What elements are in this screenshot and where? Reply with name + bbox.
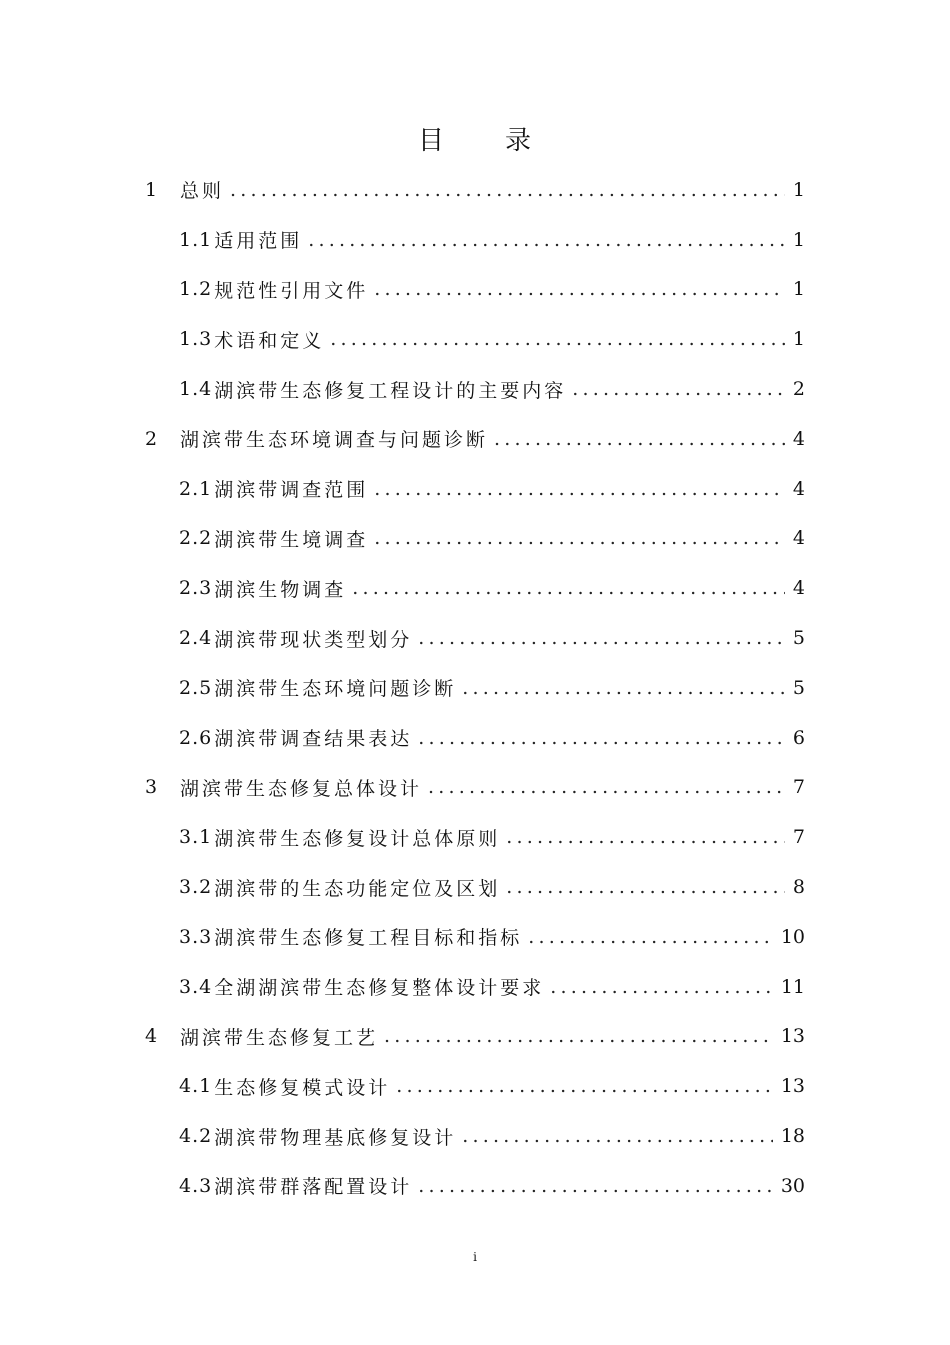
toc-entry-page: 7 <box>792 826 805 849</box>
toc-entry-label: 湖滨带生态修复工程目标和指标 <box>214 927 523 950</box>
toc-entry-number: 1.1 <box>179 228 213 251</box>
toc-leader-dots <box>462 1125 773 1147</box>
toc-entry[interactable] <box>145 1161 805 1211</box>
toc-leader-dots <box>418 627 785 649</box>
toc-entry-page: 1 <box>792 178 805 201</box>
toc-entry[interactable] <box>145 464 805 514</box>
page-number-footer: i <box>473 1250 477 1264</box>
toc-entry-label: 湖滨带生态修复总体设计 <box>180 777 423 800</box>
toc-entry-label: 规范性引用文件 <box>214 279 369 302</box>
toc-entry-page: 7 <box>792 776 805 799</box>
toc-entry-number: 3.1 <box>179 826 213 849</box>
toc-entry-number: 4.2 <box>179 1125 213 1148</box>
toc-title <box>0 120 950 157</box>
toc-entry-page: 18 <box>780 1125 805 1148</box>
toc-entry[interactable] <box>145 514 805 564</box>
toc-leader-dots <box>550 976 773 998</box>
toc-entry-page: 30 <box>780 1174 805 1197</box>
table-of-contents <box>145 165 805 1211</box>
toc-entry[interactable] <box>145 414 805 464</box>
toc-entry[interactable] <box>145 1111 805 1161</box>
toc-leader-dots <box>418 727 785 749</box>
toc-entry-page: 5 <box>792 627 805 650</box>
toc-entry-page: 6 <box>792 726 805 749</box>
toc-entry[interactable] <box>145 1061 805 1111</box>
toc-entry-page: 4 <box>792 427 805 450</box>
toc-entry-page: 1 <box>792 278 805 301</box>
toc-entry-number: 4 <box>145 1025 158 1048</box>
toc-entry-label: 术语和定义 <box>214 329 325 352</box>
toc-entry[interactable] <box>145 265 805 315</box>
toc-entry-number: 2.6 <box>179 726 213 749</box>
toc-entry-label: 湖滨带现状类型划分 <box>214 628 413 651</box>
toc-leader-dots <box>418 1175 773 1197</box>
toc-entry-page: 1 <box>792 228 805 251</box>
toc-entry[interactable] <box>145 215 805 265</box>
toc-entry-page: 13 <box>780 1075 805 1098</box>
toc-entry[interactable] <box>145 812 805 862</box>
toc-entry-number: 2.2 <box>179 527 213 550</box>
toc-entry-label: 全湖湖滨带生态修复整体设计要求 <box>214 977 545 1000</box>
toc-entry-number: 2 <box>145 427 158 450</box>
toc-entry-label: 湖滨带生态修复工艺 <box>180 1026 379 1049</box>
toc-entry[interactable] <box>145 862 805 912</box>
toc-entry-label: 湖滨带群落配置设计 <box>214 1176 413 1199</box>
toc-entry-page: 13 <box>780 1025 805 1048</box>
toc-title-left: 目 <box>417 126 445 156</box>
toc-entry-page: 1 <box>792 328 805 351</box>
toc-leader-dots <box>374 527 785 549</box>
toc-entry-number: 3.2 <box>179 876 213 899</box>
toc-entry[interactable] <box>145 165 805 215</box>
toc-entry-label: 湖滨带物理基底修复设计 <box>214 1126 457 1149</box>
toc-leader-dots <box>506 876 785 898</box>
toc-entry-number: 2.4 <box>179 627 213 650</box>
toc-entry-label: 湖滨带生态环境问题诊断 <box>214 678 457 701</box>
toc-entry-page: 11 <box>780 975 805 998</box>
toc-leader-dots <box>384 1025 773 1047</box>
toc-entry-label: 湖滨带生态环境调查与问题诊断 <box>180 429 489 452</box>
toc-entry-number: 1 <box>145 178 158 201</box>
toc-leader-dots <box>462 677 785 699</box>
toc-entry[interactable] <box>145 763 805 813</box>
toc-entry-number: 2.1 <box>179 477 213 500</box>
toc-entry-label: 总则 <box>180 180 225 203</box>
toc-entry-label: 湖滨带生境调查 <box>214 528 369 551</box>
toc-leader-dots <box>572 378 785 400</box>
toc-entry-page: 4 <box>792 577 805 600</box>
toc-leader-dots <box>494 428 785 450</box>
toc-entry-page: 2 <box>792 378 805 401</box>
toc-entry[interactable] <box>145 613 805 663</box>
toc-entry-number: 3.3 <box>179 925 213 948</box>
toc-entry-page: 4 <box>792 477 805 500</box>
toc-entry[interactable] <box>145 962 805 1012</box>
toc-leader-dots <box>396 1075 773 1097</box>
toc-entry[interactable] <box>145 314 805 364</box>
toc-entry-label: 生态修复模式设计 <box>214 1076 391 1099</box>
toc-leader-dots <box>506 826 785 848</box>
toc-entry[interactable] <box>145 713 805 763</box>
toc-leader-dots <box>352 577 785 599</box>
toc-entry-label: 湖滨生物调查 <box>214 578 347 601</box>
toc-entry-page: 8 <box>792 876 805 899</box>
toc-leader-dots <box>528 926 773 948</box>
toc-entry-number: 4.3 <box>179 1174 213 1197</box>
toc-entry[interactable] <box>145 1012 805 1062</box>
toc-entry[interactable] <box>145 663 805 713</box>
toc-entry-label: 湖滨带调查结果表达 <box>214 728 413 751</box>
toc-entry[interactable] <box>145 912 805 962</box>
toc-entry[interactable] <box>145 364 805 414</box>
toc-entry-number: 2.5 <box>179 676 213 699</box>
toc-entry-page: 10 <box>780 925 805 948</box>
toc-title-right: 录 <box>505 126 533 156</box>
toc-entry-label: 湖滨带生态修复设计总体原则 <box>214 827 501 850</box>
toc-leader-dots <box>374 478 785 500</box>
toc-entry-number: 2.3 <box>179 577 213 600</box>
toc-entry-label: 湖滨带调查范围 <box>214 479 369 502</box>
toc-entry-number: 1.4 <box>179 378 213 401</box>
toc-leader-dots <box>308 229 785 251</box>
toc-entry-label: 湖滨带的生态功能定位及区划 <box>214 877 501 900</box>
toc-entry-page: 4 <box>792 527 805 550</box>
toc-entry[interactable] <box>145 563 805 613</box>
toc-leader-dots <box>428 776 785 798</box>
toc-entry-number: 1.2 <box>179 278 213 301</box>
toc-entry-number: 1.3 <box>179 328 213 351</box>
toc-entry-number: 4.1 <box>179 1075 213 1098</box>
toc-entry-label: 适用范围 <box>214 230 303 253</box>
toc-entry-page: 5 <box>792 676 805 699</box>
toc-entry-number: 3.4 <box>179 975 213 998</box>
toc-leader-dots <box>230 179 785 201</box>
toc-leader-dots <box>330 328 785 350</box>
toc-entry-number: 3 <box>145 776 158 799</box>
toc-leader-dots <box>374 278 785 300</box>
toc-entry-label: 湖滨带生态修复工程设计的主要内容 <box>214 379 567 402</box>
